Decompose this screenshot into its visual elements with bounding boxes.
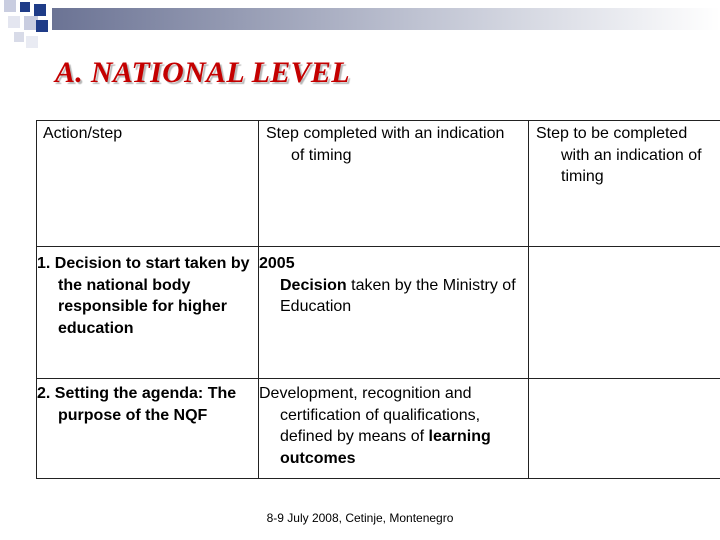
page-title: A. NATIONAL LEVEL <box>55 56 350 89</box>
deco-square <box>34 4 46 16</box>
row2-to-be-completed <box>529 379 720 479</box>
row1-completed-text: taken by the Ministry of Education <box>280 276 516 316</box>
table-row <box>37 379 720 479</box>
deco-square <box>8 16 20 28</box>
table-row <box>37 247 720 379</box>
table-header-row <box>37 121 720 247</box>
deco-square <box>4 0 16 12</box>
row1-completed <box>259 247 529 379</box>
deco-square <box>26 36 38 48</box>
header-action-step: Action/step <box>37 121 259 247</box>
deco-square <box>20 2 30 12</box>
deco-square <box>36 20 48 32</box>
national-level-table <box>36 120 720 479</box>
row2-completed-learning-outcomes: learning outcomes <box>280 428 491 467</box>
deco-square <box>24 16 38 30</box>
header-band <box>52 8 720 30</box>
row2-action: 2. Setting the agenda: The purpose of the NQF <box>37 379 259 479</box>
row1-action: 1. Decision to start taken by the national body responsible for higher education <box>37 247 259 379</box>
row1-completed-year: 2005 <box>259 255 295 272</box>
row2-completed-text: Development, recognition and certification of qualifications, defined by means of <box>259 385 481 446</box>
header-step-to-be-completed: Step to be completed with an indication of timing <box>529 121 720 247</box>
deco-square <box>14 32 24 42</box>
header-step-completed: Step completed with an indication of timing <box>259 121 529 247</box>
row1-to-be-completed <box>529 247 720 379</box>
row2-completed <box>259 379 529 479</box>
row1-completed-decision: Decision <box>280 276 347 294</box>
header-decoration <box>0 0 720 60</box>
footer-text: 8-9 July 2008, Cetinje, Montenegro <box>266 511 454 525</box>
